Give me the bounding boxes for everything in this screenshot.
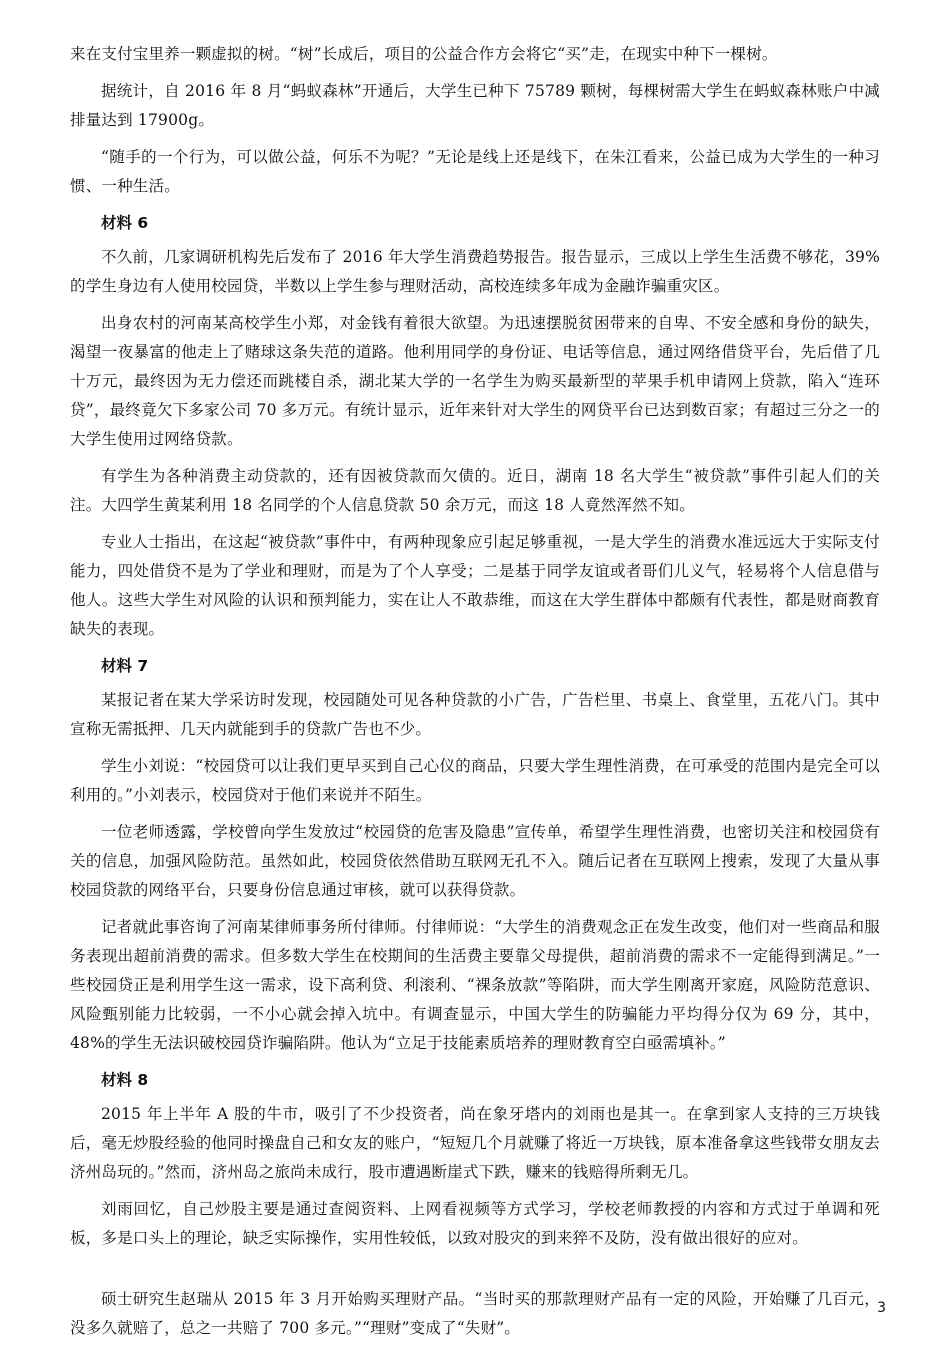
paragraph: 硕士研究生赵瑞从 2015 年 3 月开始购买理财产品。“当时买的那款理财产品有一定的风险，开始赚了几百元，没多久就赔了，总之一共赔了 700 多元。”“理财”变成了“失财”。: [70, 1290, 880, 1337]
paragraph: 专业人士指出，在这起“被贷款”事件中，有两种现象应引起足够重视，一是大学生的消费水准远远大于实际支付能力，四处借贷不是为了学业和理财，而是为了个人享受；二是基于同学友谊或者哥们儿义气，轻易将个人信息借与他人。这些大学生对风险的认识和预判能力，实在让人不敢恭维，而这在大学生群体中都颇有代表性，都是财商教育缺失的表现。: [70, 533, 880, 638]
paragraph: 记者就此事咨询了河南某律师事务所付律师。付律师说：“大学生的消费观念正在发生改变，他们对一些商品和服务表现出超前消费的需求。但多数大学生在校期间的生活费主要靠父母提供，超前消费的需求不一定能得到满足。”一些校园贷正是利用学生这一需求，设下高利贷、利滚利、“裸条放款”等陷阱，而大学生刚离开家庭，风险防范意识、风险甄别能力比较弱，一不小心就会掉入坑中。有调查显示，中国大学生的防骗能力平均得分仅为 69 分，其中，48%的学生无法识破校园贷诈骗陷阱。他认为“立足于技能素质培养的理财教育空白亟需填补。”: [70, 918, 880, 1052]
material-6-heading: 材料 6: [101, 214, 149, 232]
paragraph: 2015 年上半年 A 股的牛市，吸引了不少投资者，尚在象牙塔内的刘雨也是其一。在拿到家人支持的三万块钱后，毫无炒股经验的他同时操盘自己和女友的账户，“短短几个月就赚了将近一万块钱，原本准备拿这些钱带女朋友去济州岛玩的。”然而，济州岛之旅尚未成行，股市遭遇断崖式下跌，赚来的钱赔得所剩无几。: [70, 1105, 880, 1181]
paragraph-continuation: 来在支付宝里养一颗虚拟的树。“树”长成后，项目的公益合作方会将它“买”走，在现实中种下一棵树。: [70, 45, 778, 63]
paragraph: 一位老师透露，学校曾向学生发放过“校园贷的危害及隐患”宣传单，希望学生理性消费，也密切关注和校园贷有关的信息，加强风险防范。虽然如此，校园贷依然借助互联网无孔不入。随后记者在互联网上搜索，发现了大量从事校园贷款的网络平台，只要身份信息通过审核，就可以获得贷款。: [70, 823, 880, 899]
paragraph: 有学生为各种消费主动贷款的，还有因被贷款而欠债的。近日，湖南 18 名大学生“被贷款”事件引起人们的关注。大四学生黄某利用 18 名同学的个人信息贷款 50 余万元，而这 18 人竟然浑然不知。: [70, 467, 880, 514]
paragraph: 据统计，自 2016 年 8 月“蚂蚁森林”开通后，大学生已种下 75789 颗树，每棵树需大学生在蚂蚁森林账户中减排量达到 17900g。: [70, 82, 880, 129]
material-7-heading: 材料 7: [101, 657, 149, 675]
spacer: [70, 1261, 880, 1285]
material-8-heading: 材料 8: [101, 1071, 149, 1089]
page-number: 3: [877, 1300, 886, 1316]
paragraph: 某报记者在某大学采访时发现，校园随处可见各种贷款的小广告，广告栏里、书桌上、食堂里，五花八门。其中宣称无需抵押、几天内就能到手的贷款广告也不少。: [70, 691, 880, 738]
paragraph: 学生小刘说：“校园贷可以让我们更早买到自己心仪的商品，只要大学生理性消费，在可承受的范围内是完全可以利用的。”小刘表示，校园贷对于他们来说并不陌生。: [70, 757, 880, 804]
paragraph: 不久前，几家调研机构先后发布了 2016 年大学生消费趋势报告。报告显示，三成以上学生生活费不够花，39%的学生身边有人使用校园贷，半数以上学生参与理财活动，高校连续多年成为金融诈骗重灾区。: [70, 248, 880, 295]
document-body: [70, 40, 880, 1351]
paragraph: “随手的一个行为，可以做公益，何乐不为呢？”无论是线上还是线下，在朱江看来，公益已成为大学生的一种习惯、一种生活。: [70, 148, 880, 195]
paragraph: 出身农村的河南某高校学生小郑，对金钱有着很大欲望。为迅速摆脱贫困带来的自卑、不安全感和身份的缺失，渴望一夜暴富的他走上了赌球这条失范的道路。他利用同学的身份证、电话等信息，通过网络借贷平台，先后借了几十万元，最终因为无力偿还而跳楼自杀，湖北某大学的一名学生为购买最新型的苹果手机申请网上贷款，陷入“连环贷”，最终竟欠下多家公司 70 多万元。有统计显示，近年来针对大学生的网贷平台已达到数百家；有超过三分之一的大学生使用过网络贷款。: [70, 314, 880, 448]
paragraph: 刘雨回忆，自己炒股主要是通过查阅资料、上网看视频等方式学习，学校老师教授的内容和方式过于单调和死板，多是口头上的理论，缺乏实际操作，实用性较低，以致对股灾的到来猝不及防，没有做出很好的应对。: [70, 1200, 880, 1247]
